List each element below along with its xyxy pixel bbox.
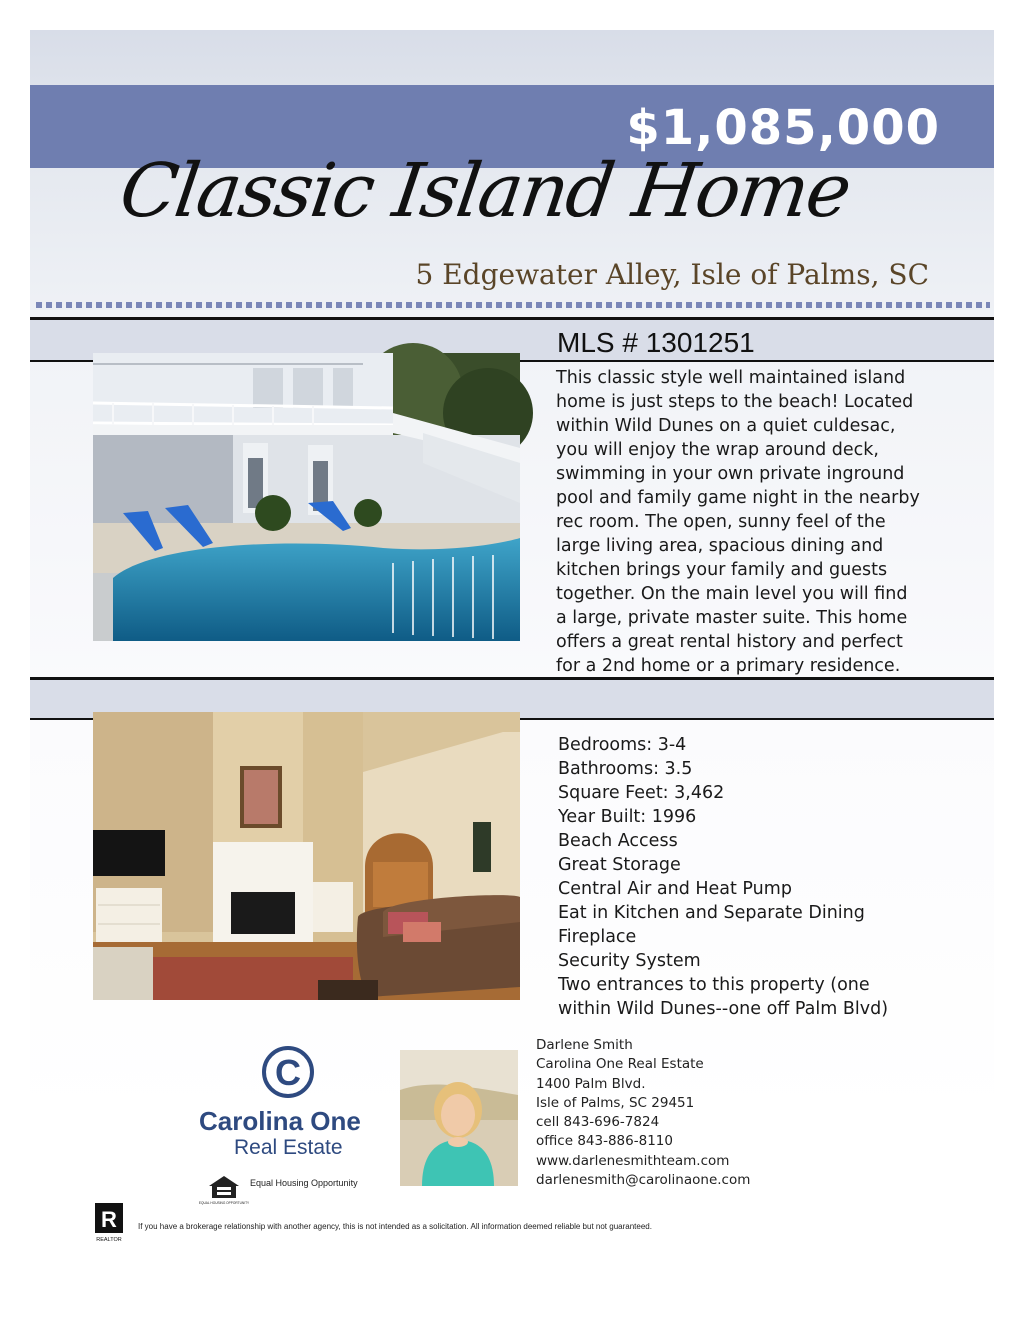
pool-photo	[93, 353, 520, 641]
feature-item: Bathrooms: 3.5	[558, 759, 693, 779]
feature-item: within Wild Dunes--one off Palm Blvd)	[558, 999, 889, 1019]
feature-item: Fireplace	[558, 927, 637, 947]
agent-email[interactable]: darlenesmith@carolinaone.com	[536, 1172, 751, 1189]
dotted-divider	[36, 302, 990, 308]
feature-item: Year Built: 1996	[558, 807, 697, 827]
carolina-one-logo-icon	[261, 1045, 315, 1099]
feature-item: Great Storage	[558, 855, 681, 875]
equal-housing-icon	[198, 1174, 250, 1210]
disclaimer-text: If you have a brokerage relationship with another agency, this is not intended as a solicitation. All information deemed reliable but not guaranteed.	[138, 1222, 652, 1231]
agent-cell: cell 843-696-7824	[536, 1114, 660, 1131]
logo-mark-letter: C	[275, 1052, 301, 1093]
property-description: This classic style well maintained island home is just steps to the beach! Located within Wild Dunes on a quiet culdesac, you will enjoy the wrap around deck, swimming in your own private inground pool and family game night in the nearby rec room. The open, sunny feel of the large living area, spacious dining and kitchen brings your family and guests together. On the main level you will find a large, private master suite. This home offers a great rental history and perfect for a 2nd home or a primary residence.	[556, 368, 920, 676]
feature-item: Bedrooms: 3-4	[558, 735, 687, 755]
feature-item: Two entrances to this property (one	[558, 975, 870, 995]
logo-company-name: Carolina One	[199, 1106, 361, 1136]
realtor-label: REALTOR	[96, 1237, 122, 1243]
feature-item: Central Air and Heat Pump	[558, 879, 792, 899]
listing-address: 5 Edgewater Alley, Isle of Palms, SC	[415, 258, 929, 291]
realtor-icon	[93, 1203, 127, 1243]
equal-housing-badge-text: EQUAL HOUSING OPPORTUNITY	[198, 1201, 250, 1205]
feature-item: Security System	[558, 951, 701, 971]
feature-item: Beach Access	[558, 831, 678, 851]
listing-headline: Classic Island Home	[115, 148, 855, 234]
logo-company-subtitle: Real Estate	[234, 1136, 343, 1159]
equal-housing-label: Equal Housing Opportunity	[250, 1178, 358, 1188]
agent-office: office 843-886-8110	[536, 1133, 673, 1150]
listing-price: $1,085,000	[626, 100, 940, 156]
feature-item: Eat in Kitchen and Separate Dining	[558, 903, 865, 923]
agent-contact	[536, 1036, 750, 1190]
svg-text:R: R	[101, 1207, 117, 1232]
agent-street: 1400 Palm Blvd.	[536, 1075, 646, 1092]
agent-company: Carolina One Real Estate	[536, 1056, 704, 1073]
feature-item: Square Feet: 3,462	[558, 783, 725, 803]
mls-number: MLS # 1301251	[557, 327, 755, 358]
agent-city: Isle of Palms, SC 29451	[536, 1094, 695, 1111]
living-room-photo	[93, 712, 520, 1000]
feature-list	[558, 733, 958, 1021]
agent-name: Darlene Smith	[536, 1037, 633, 1053]
agent-photo	[400, 1050, 518, 1186]
agent-website[interactable]: www.darlenesmithteam.com	[536, 1152, 730, 1169]
